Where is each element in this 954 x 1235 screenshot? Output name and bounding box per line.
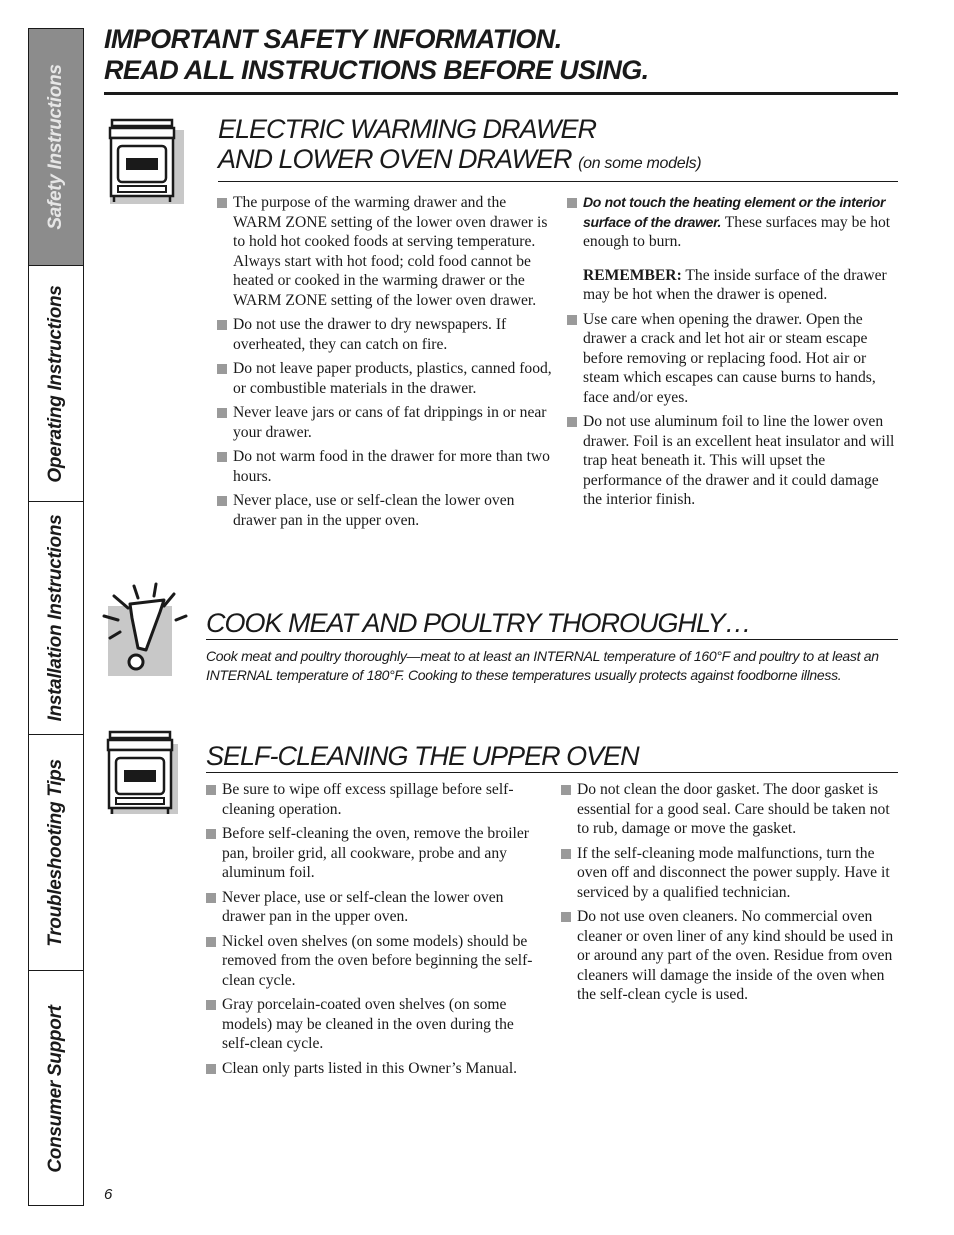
tab-troubleshooting-tips[interactable] bbox=[29, 735, 83, 971]
tab-installation-instructions[interactable] bbox=[29, 502, 83, 735]
warming-title-line-1: ELECTRIC WARMING DRAWER bbox=[218, 114, 597, 144]
list-item: Do not leave paper products, plastics, canned food, or combustible materials in the drawer. bbox=[215, 359, 555, 398]
side-tabs bbox=[28, 28, 84, 1206]
list-item: Do not use the drawer to dry newspapers. If overheated, they can catch on fire. bbox=[215, 315, 555, 354]
tab-label: Operating Instructions bbox=[45, 284, 66, 483]
bullet-square-icon bbox=[567, 198, 577, 208]
bullet-square-icon bbox=[217, 452, 227, 462]
list-item: Be sure to wipe off excess spillage before self-cleaning operation. bbox=[204, 780, 544, 819]
list-item: Use care when opening the drawer. Open the drawer a crack and let hot air or steam escape before removing or replacing food. Hot air or steam which escapes can cause burns to hands, face and/or eyes. bbox=[565, 310, 895, 408]
bullet-square-icon bbox=[567, 315, 577, 325]
bullet-square-icon bbox=[561, 849, 571, 859]
heating-element-warning: Do not touch the heating element or the interior surface of the drawer. bbox=[583, 194, 886, 230]
warming-title-sub: (on some models) bbox=[578, 155, 702, 172]
list-item: Do not warm food in the drawer for more than two hours. bbox=[215, 447, 555, 486]
selfclean-left-column bbox=[204, 780, 544, 1083]
bullet-square-icon bbox=[217, 364, 227, 374]
bullet-square-icon bbox=[561, 912, 571, 922]
bullet-square-icon bbox=[561, 785, 571, 795]
list-item: Do not touch the heating element or the interior surface of the drawer. These surfaces may be hot enough to burn. bbox=[565, 193, 895, 252]
list-item: Never place, use or self-clean the lower oven drawer pan in the upper oven. bbox=[204, 888, 544, 927]
list-item: Before self-cleaning the oven, remove the broiler pan, broiler grid, all cookware, probe and any aluminum foil. bbox=[204, 824, 544, 883]
warming-title-line-2: AND LOWER OVEN DRAWER bbox=[218, 144, 572, 174]
range-oven-icon bbox=[106, 116, 184, 208]
tab-label: Troubleshooting Tips bbox=[45, 758, 66, 947]
tab-consumer-support[interactable] bbox=[29, 971, 83, 1207]
tab-safety-instructions[interactable] bbox=[29, 29, 83, 266]
bullet-square-icon bbox=[567, 417, 577, 427]
warming-right-column bbox=[565, 193, 895, 515]
selfclean-section-title: SELF-CLEANING THE UPPER OVEN bbox=[206, 741, 898, 773]
tab-label: Safety Instructions bbox=[45, 64, 66, 230]
remember-note: REMEMBER: The inside surface of the drawer may be hot when the drawer is opened. bbox=[583, 266, 887, 303]
list-item: Do not use aluminum foil to line the lower oven drawer. Foil is an excellent heat insulator and will trap heat beneath it. This will upset the performance of the drawer and it could damage the interior finish. bbox=[565, 412, 895, 510]
header-line-1: IMPORTANT SAFETY INFORMATION. bbox=[104, 24, 562, 54]
bullet-square-icon bbox=[206, 1064, 216, 1074]
selfclean-right-column bbox=[559, 780, 897, 1010]
list-item: Gray porcelain-coated oven shelves (on some models) may be cleaned in the oven during the self-clean cycle. bbox=[204, 995, 544, 1054]
bullet-square-icon bbox=[206, 785, 216, 795]
warning-exclamation-icon bbox=[94, 582, 194, 678]
header-line-2: READ ALL INSTRUCTIONS BEFORE USING. bbox=[104, 55, 649, 85]
warming-section-title bbox=[218, 114, 898, 182]
bullet-square-icon bbox=[206, 829, 216, 839]
bullet-square-icon bbox=[206, 893, 216, 903]
cook-section-title: COOK MEAT AND POULTRY THOROUGHLY… bbox=[206, 608, 898, 640]
bullet-square-icon bbox=[217, 320, 227, 330]
cook-paragraph: Cook meat and poultry thoroughly—meat to at least an INTERNAL temperature of 160°F and poultry to at least an INTERNAL temperature of 180°F. Cooking to these temperatures usually protects against foodborne illness. bbox=[206, 648, 879, 683]
list-item: Nickel oven shelves (on some models) should be removed from the oven before beginning the self-clean cycle. bbox=[204, 932, 544, 991]
page-header bbox=[104, 24, 898, 95]
list-item: Never place, use or self-clean the lower oven drawer pan in the upper oven. bbox=[215, 491, 555, 530]
tab-label: Installation Instructions bbox=[45, 514, 66, 722]
range-oven-icon bbox=[104, 728, 182, 820]
bullet-square-icon bbox=[217, 496, 227, 506]
tab-operating-instructions[interactable] bbox=[29, 266, 83, 502]
remember-label: REMEMBER: bbox=[583, 266, 682, 284]
list-item: Never leave jars or cans of fat drippings in or near your drawer. bbox=[215, 403, 555, 442]
tab-label: Consumer Support bbox=[45, 1005, 66, 1173]
list-item: If the self-cleaning mode malfunctions, turn the oven off and disconnect the power supply. Have it serviced by a qualified technician. bbox=[559, 844, 897, 903]
list-item: The purpose of the warming drawer and the WARM ZONE setting of the lower oven drawer is to hold hot cooked foods at serving temperature. Always start with hot food; cold food cannot be heated or cooked in the warming drawer or the WARM ZONE setting of the lower oven drawer. bbox=[215, 193, 555, 310]
bullet-square-icon bbox=[217, 408, 227, 418]
list-item: Do not clean the door gasket. The door gasket is essential for a good seal. Care should be taken not to rub, damage or move the gasket. bbox=[559, 780, 897, 839]
bullet-square-icon bbox=[206, 1000, 216, 1010]
page-number: 6 bbox=[104, 1186, 113, 1203]
list-item: Do not use oven cleaners. No commercial oven cleaner or oven liner of any kind should be used in or around any part of the oven. Residue from oven cleaners will damage the inside of the oven when the self-clean cycle is used. bbox=[559, 907, 897, 1005]
list-item: Clean only parts listed in this Owner’s Manual. bbox=[204, 1059, 544, 1079]
bullet-square-icon bbox=[206, 937, 216, 947]
warming-left-column bbox=[215, 193, 555, 535]
bullet-square-icon bbox=[217, 198, 227, 208]
